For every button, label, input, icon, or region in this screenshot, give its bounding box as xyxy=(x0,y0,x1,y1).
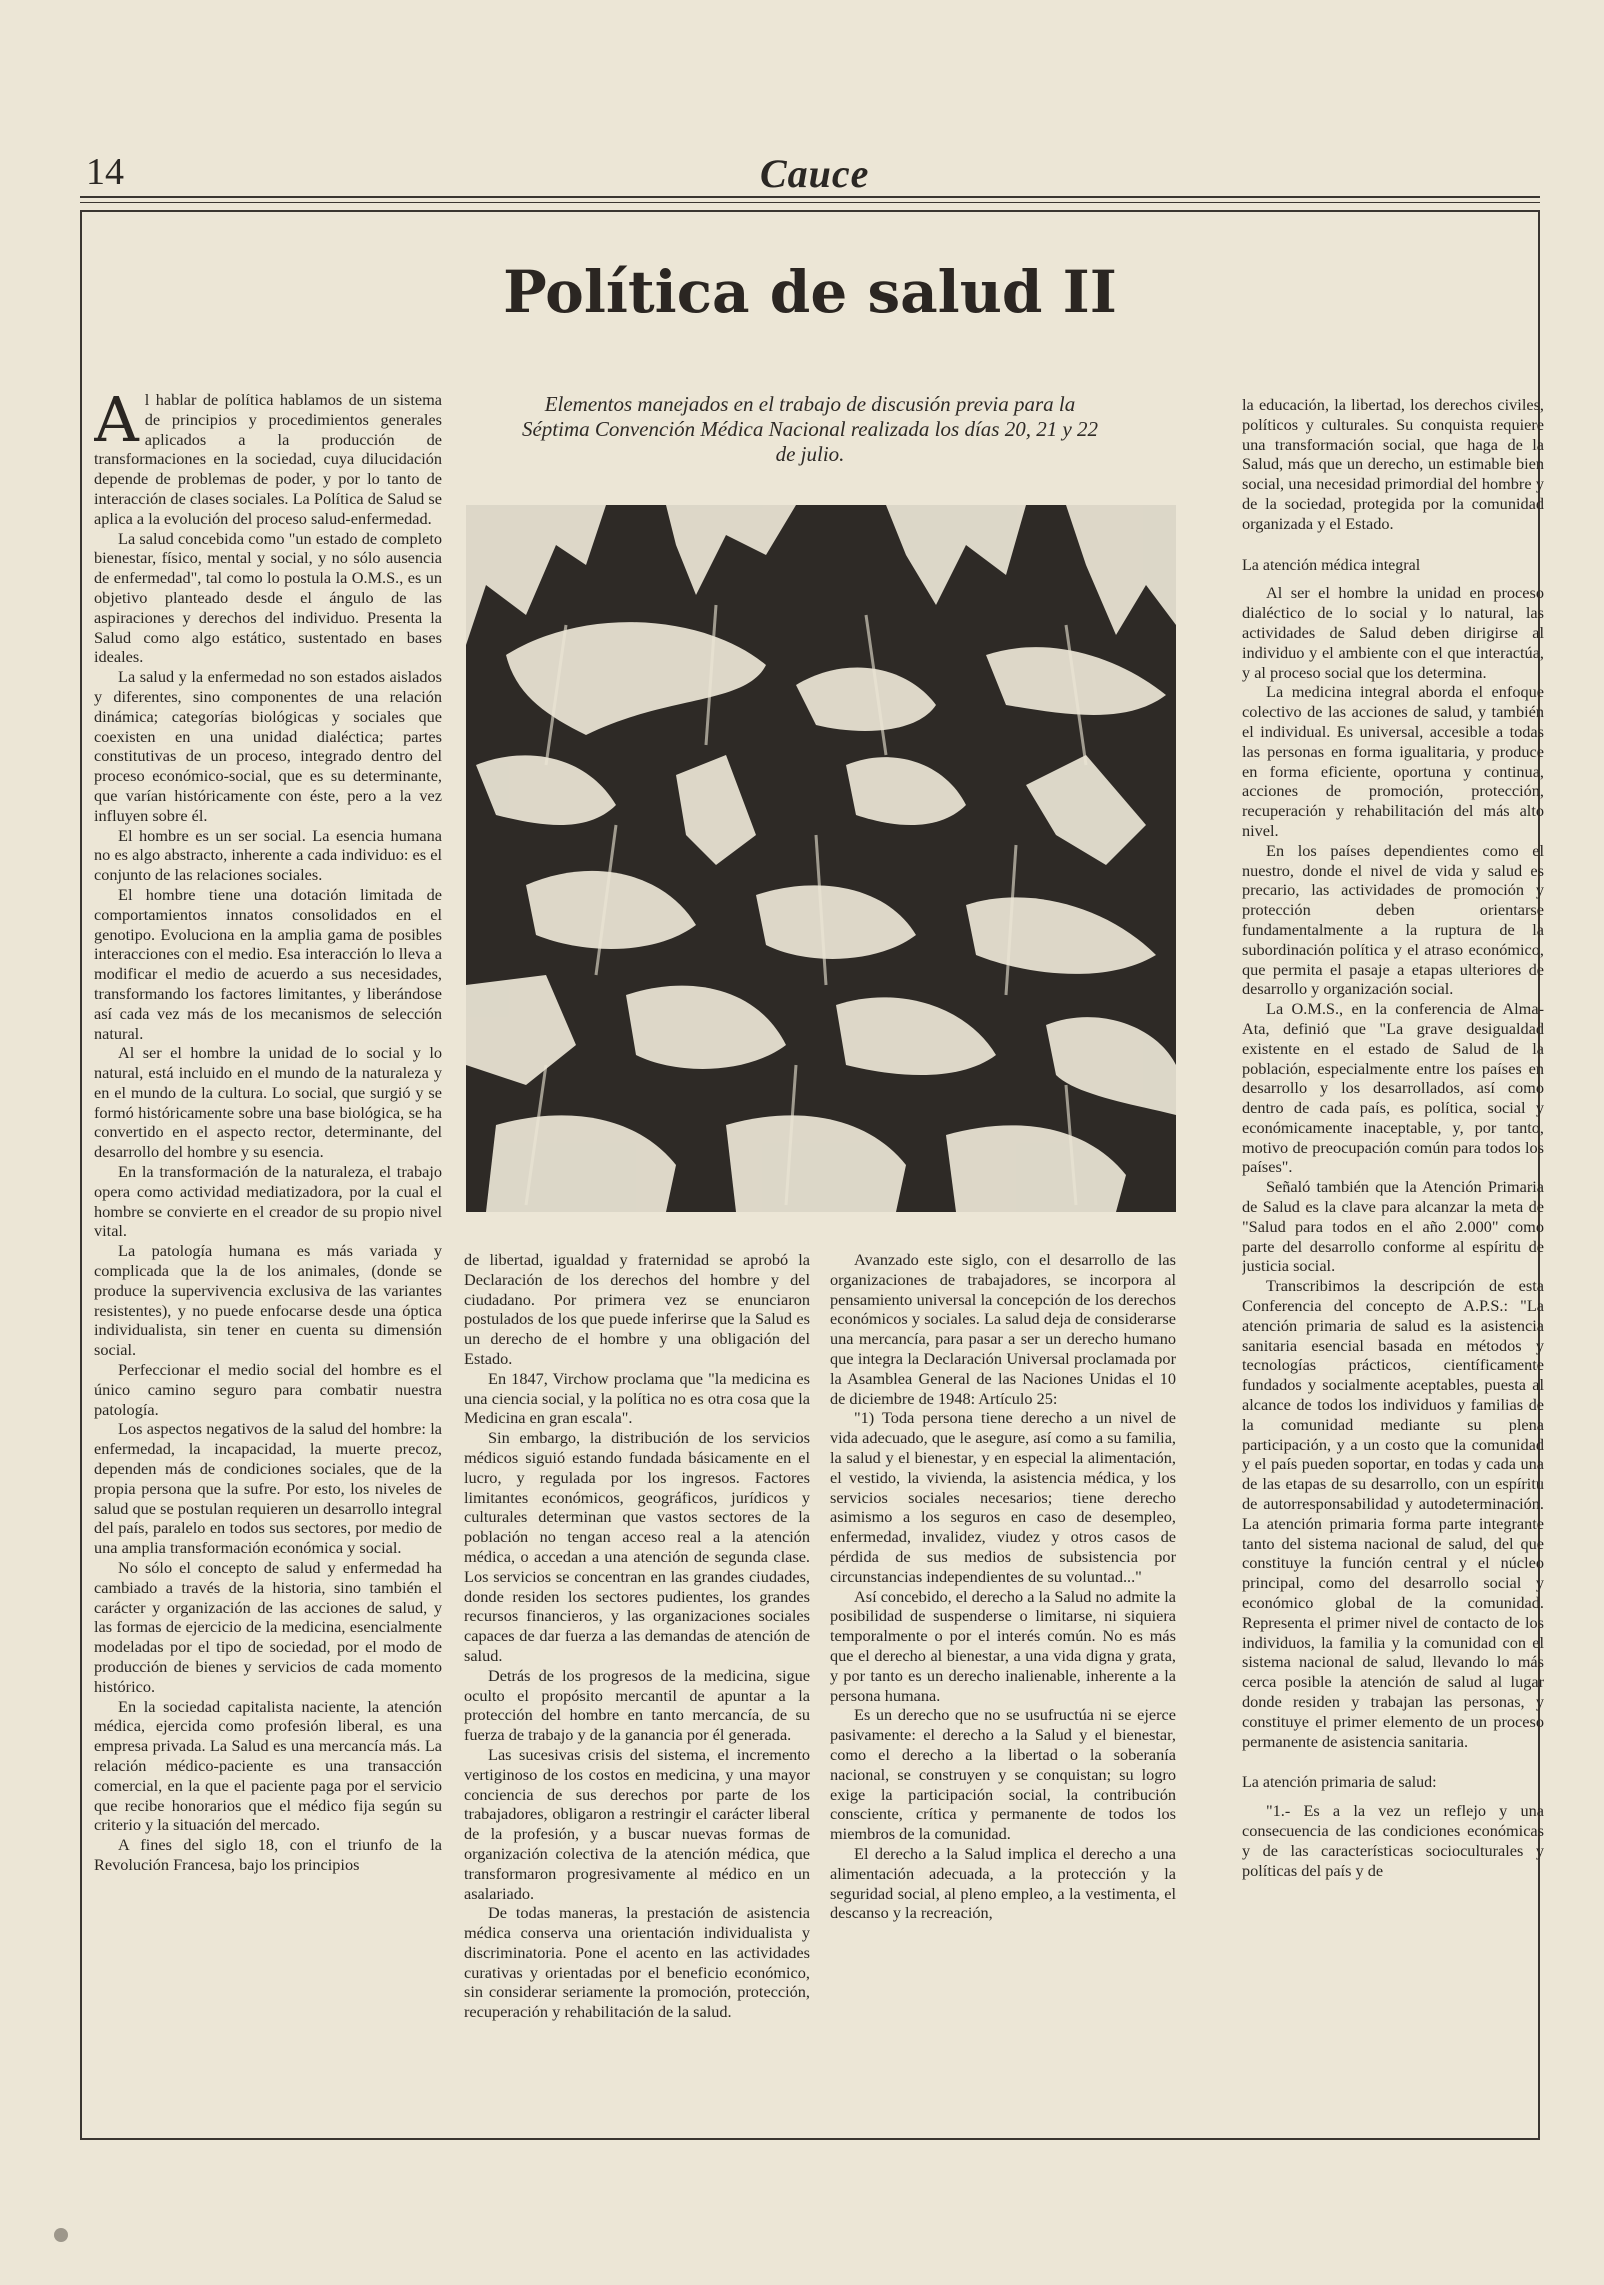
col2-paragraph: En 1847, Virchow proclama que "la medicina es una ciencia social, y la política no es otra cosa que la Medicina en gran escala". xyxy=(464,1368,810,1428)
col4-paragraph: En los países dependientes como el nuestro, donde el nivel de vida y salud es precario, las actividades de promoción y protección deben orientarse fundamentalmente a la ruptura de la subordinación política y el atraso económico, que permita el pasaje a etapas ulteriores de desarrollo y organización social. xyxy=(1242,840,1544,999)
col1-paragraph: Los aspectos negativos de la salud del hombre: la enfermedad, la incapacidad, la muerte precoz, dependen más de condiciones sociales, que de la propia persona que la sufre. Por esto, los niveles de salud que se postulan requieren un desarrollo integral del país, paralelo en todos sus sectores, por medio de una amplia transformación económica y social. xyxy=(94,1419,442,1558)
article-deck: Elementos manejados en el trabajo de discusión previa para la Séptima Convención Médica Nacional realizada los días 20, 21 y 22 de julio. xyxy=(521,392,1099,466)
col4-paragraph: Al ser el hombre la unidad en proceso dialéctico de lo social y lo natural, las actividades de Salud deben dirigirse al individuo y el ambiente con el que interactúa, y al proceso social que los determina. xyxy=(1242,583,1544,682)
page-number: 14 xyxy=(86,151,124,193)
masthead-logo: Cauce xyxy=(760,151,870,196)
col3-paragraph: Es un derecho que no se usufructúa ni se ejerce pasivamente: el derecho a la Salud y el bienestar, como el derecho a la libertad o la soberanía nacional, se construyen y se conquistan; su logro exige la participación social, la contribución consciente, crítica y permanente de todos los miembros de la comunidad. xyxy=(830,1705,1176,1844)
article-title: Política de salud II xyxy=(503,258,1117,326)
article-column-4 xyxy=(1242,395,1544,2135)
col1-paragraph: La salud y la enfermedad no son estados aislados y diferentes, sino componentes de una relación dinámica; categorías biológicas y sociales que coexisten en una unidad dialéctica; partes constitutivas de un proceso, integrado dentro del proceso económico-social, que es su determinante, que varían históricamente con éste, pero a la vez influyen sobre él. xyxy=(94,667,442,825)
col2-paragraph: de libertad, igualdad y fraternidad se aprobó la Declaración de los derechos del hombre y del ciudadano. Por primera vez se enunciaron postulados de los que puede inferirse que la Salud es un derecho de el hombre y una obligación del Estado. xyxy=(464,1250,810,1368)
col4-paragraph: La medicina integral aborda el enfoque colectivo de las acciones de salud, y también el individual. Es universal, accesible a todas las personas en forma igualitaria, y produce en forma eficiente, oportuna y continua, acciones de promoción, protección, recuperación y rehabilitación del más alto nivel. xyxy=(1242,682,1544,840)
drop-cap: A xyxy=(94,390,139,456)
section-subhead: La atención primaria de salud: xyxy=(1242,1774,1437,1792)
header-rule xyxy=(80,196,1540,198)
col3-paragraph: "1) Toda persona tiene derecho a un nivel de vida adecuado, que le asegure, así como a su familia, la salud y el bienestar, y en especial la alimentación, el vestido, la vivienda, la asistencia médica, y los servicios sociales necesarios; tiene derecho asimismo a los seguros en caso de desempleo, enfermedad, invalidez, viudez y otros casos de pérdida de sus medios de subsistencia por circunstancias independientes de su voluntad..." xyxy=(830,1408,1176,1586)
col2-paragraph: Sin embargo, la distribución de los servicios médicos siguió estando fundada básicamente en el lucro, y regulada por los ingresos. Factores limitantes económicos, geográficos, jurídicos y culturales determinan que vastos sectores de la población no tengan acceso real a la atención médica, o accedan a una atención de segunda clase. Los servicios se concentran en las grandes ciudades, donde residen los sectores pudientes, los grandes recursos financieros, y las organizaciones sociales capaces de dar fuerza a las demandas de atención de salud. xyxy=(464,1428,810,1665)
article-column-3 xyxy=(830,1250,1176,2135)
col1-paragraph: A fines del siglo 18, con el triunfo de la Revolución Francesa, bajo los principios xyxy=(94,1835,442,1874)
ink-blot xyxy=(54,2228,68,2242)
header-rule-thin xyxy=(80,202,1540,203)
col2-paragraph: Detrás de los progresos de la medicina, sigue oculto el propósito mercantil de apuntar a la protección del hombre en tanto mercancía, de su fuerza de trabajo y de la ganancia por él generada. xyxy=(464,1665,810,1745)
col3-paragraph: Así concebido, el derecho a la Salud no admite la posibilidad de suspenderse o limitarse, ni siquiera temporalmente o por el interés común. No es más que el derecho al bienestar, a una vida digna y grata, y por tanto es un derecho inalienable, inherente a la persona humana. xyxy=(830,1586,1176,1705)
crowd-illustration-icon xyxy=(466,505,1176,1212)
col1-paragraph: El hombre tiene una dotación limitada de comportamientos innatos consolidados en el genotipo. Evoluciona en la amplia gama de posibles interacciones con el medio. Esa interacción lo lleva a modificar el medio de acuerdo a sus necesidades, transformando los factores limitantes, y liberándose así cada vez más de los mecanismos de selección natural. xyxy=(94,884,442,1043)
col4-paragraph: Transcribimos la descripción de esta Conferencia del concepto de A.P.S.: "La atención primaria de salud es la asistencia sanitaria esencial basada en métodos y tecnologías prácticos, científicamente fundados y socialmente aceptables, puesta al alcance de todos los individuos y familias de la comunidad mediante su plena participación, y a un costo que la comunidad y el país pueden soportar, en todas y cada una de las etapas de su desarrollo, con un espíritu de autorresponsabilidad y autodeterminación. La atención primaria forma parte integrante tanto del sistema nacional de salud, del que constituye la función central y el núcleo principal, como del desarrollo social y económico global de la comunidad. Representa el primer nivel de contacto de los individuos, la familia y la comunidad con el sistema nacional de salud, llevando lo más cerca posible la atención de salud al lugar donde residen y trabajan las personas, y constituye el primer elemento de un proceso permanente de asistencia sanitaria. xyxy=(1242,1276,1544,1751)
col1-paragraph: Perfeccionar el medio social del hombre es el único camino seguro para combatir nuestra patología. xyxy=(94,1360,442,1419)
col4-paragraph: Señaló también que la Atención Primaria de Salud es la clave para alcanzar la meta de "Salud para todos en el año 2.000" como parte del desarrollo conforme al espíritu de justicia social. xyxy=(1242,1177,1544,1276)
col1-paragraph: La salud concebida como "un estado de completo bienestar, físico, mental y social, y no sólo ausencia de enfermedad", tal como lo postula la O.M.S., es un objetivo planteado desde el ángulo de las aspiraciones y derechos del individuo. Presenta la Salud como algo estático, sustentado en bases ideales. xyxy=(94,528,442,667)
col1-paragraph: En la sociedad capitalista naciente, la atención médica, ejercida como profesión liberal, es una empresa privada. La Salud es una mercancía más. La relación médico-paciente es una transacción comercial, en la que el paciente paga por el servicio que recibe honorarios que el médico fija según su criterio y la situación del mercado. xyxy=(94,1696,442,1835)
col1-paragraph: l hablar de política hablamos de un sistema de principios y procedimientos generales aplicados a la producción de transformaciones en la sociedad, cuya dilucidación depende de problemas de poder, y por lo tanto de interacción de clases sociales. La Política de Salud se aplica a la evolución del proceso salud-enfermedad. xyxy=(94,390,442,528)
col1-paragraph: Al ser el hombre la unidad de lo social y lo natural, está incluido en el mundo de la naturaleza y en el mundo de la cultura. Lo social, que surgió y se formó históricamente sobre una base biológica, se ha convertido en el aspecto rector, determinante, del desarrollo del hombre y su esencia. xyxy=(94,1043,442,1162)
col4-paragraph: "1.- Es a la vez un reflejo y una consecuencia de las condiciones económicas y de las características socioculturales y políticas del país y de xyxy=(1242,1801,1544,1880)
article-column-2 xyxy=(464,1250,810,2135)
col1-paragraph: La patología humana es más variada y complicada que la de los animales, (donde se produce la supervivencia exclusiva de las variantes resistentes), y no puede enfocarse desde una óptica individualista, sin tener en cuenta su dimensión social. xyxy=(94,1241,442,1360)
col4-paragraph: la educación, la libertad, los derechos civiles, políticos y culturales. Su conquista requiere una transformación social, que haga de la Salud, más que un derecho, un estimable bien social, una necesidad primordial del hombre y de la sociedad, protegida por la comunidad organizada y el Estado. xyxy=(1242,395,1544,533)
crowd-illustration xyxy=(466,505,1176,1212)
col1-paragraph: El hombre es un ser social. La esencia humana no es algo abstracto, inherente a cada individuo: es el conjunto de las relaciones sociales. xyxy=(94,825,442,885)
col4-paragraph: La O.M.S., en la conferencia de Alma-Ata, definió que "La grave desigualdad existente en el estado de Salud de la población, especialmente entre los países en desarrollo y los desarrollados, así como dentro de cada país, es política, social y económicamente inaceptable, y, por tanto, motivo de preocupación común para todos los países". xyxy=(1242,999,1544,1177)
col3-paragraph: Avanzado este siglo, con el desarrollo de las organizaciones de trabajadores, se incorpora al pensamiento universal la concepción de los derechos económicos y sociales. La salud deja de considerarse una mercancía, para pasar a ser un derecho humano que integra la Declaración Universal proclamada por la Asamblea General de las Naciones Unidas el 10 de diciembre de 1948: Artículo 25: xyxy=(830,1250,1176,1408)
col1-paragraph: En la transformación de la naturaleza, el trabajo opera como actividad mediatizadora, por la cual el hombre se convierte en el creador de su propio nivel vital. xyxy=(94,1162,442,1241)
col2-paragraph: De todas maneras, la prestación de asistencia médica conserva una orientación individualista y discriminatoria. Pone el acento en las actividades curativas y orientadas por el beneficio económico, sin considerar seriamente la promoción, protección, recuperación y rehabilitación de la salud. xyxy=(464,1903,810,2022)
col1-paragraph: No sólo el concepto de salud y enfermedad ha cambiado a través de la historia, sino también el carácter y organización de las acciones de salud, y las formas de ejercicio de la medicina, esencialmente modeladas por el tipo de sociedad, por el modo de producción de bienes y servicios de cada momento histórico. xyxy=(94,1558,442,1696)
article-column-1 xyxy=(94,390,442,2135)
col2-paragraph: Las sucesivas crisis del sistema, el incremento vertiginoso de los costos en medicina, y una mayor conciencia de sus derechos por parte de los trabajadores, obligaron a restringir el carácter liberal de la profesión, y a buscar nuevas formas de organización colectiva de la atención médica, que transformaron progresivamente al médico en un asalariado. xyxy=(464,1744,810,1903)
section-subhead: La atención médica integral xyxy=(1242,556,1421,574)
col3-paragraph: El derecho a la Salud implica el derecho a una alimentación adecuada, a la protección y la seguridad social, al pleno empleo, a la vestimenta, el descanso y la recreación, xyxy=(830,1843,1176,1923)
